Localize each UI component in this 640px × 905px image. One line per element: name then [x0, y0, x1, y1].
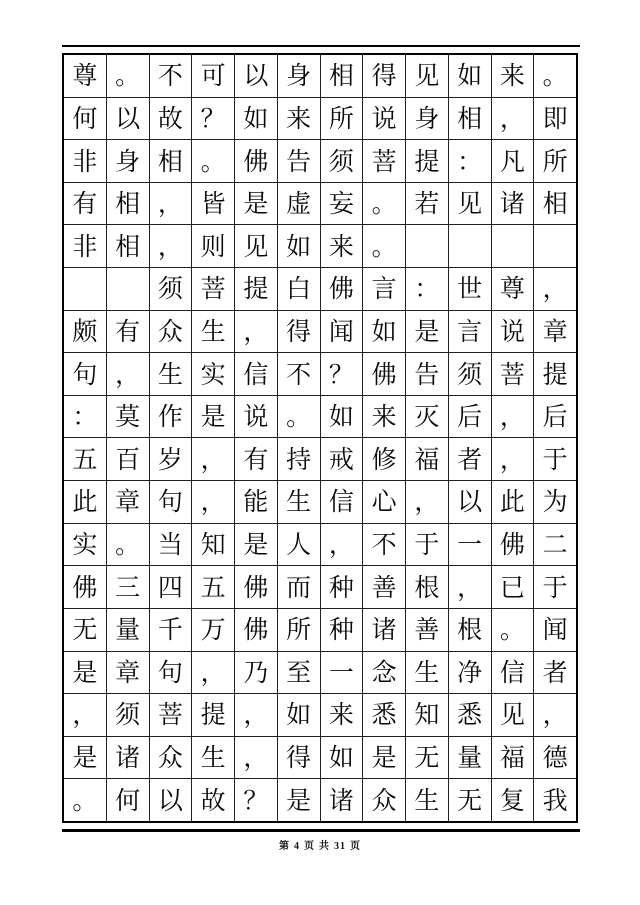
grid-cell: 来 — [321, 694, 364, 736]
grid-cell: 生 — [406, 652, 449, 694]
grid-cell: 不 — [150, 55, 193, 97]
grid-cell: ， — [492, 98, 535, 140]
grid-cell: 如 — [363, 311, 406, 353]
grid-cell: 如 — [321, 396, 364, 438]
grid-cell-empty — [449, 225, 492, 267]
grid-cell: 何 — [64, 98, 107, 140]
grid-cell: 有 — [107, 311, 150, 353]
grid-cell: 而 — [278, 566, 321, 608]
grid-row-14 — [64, 609, 576, 652]
grid-cell: 即 — [542, 103, 568, 133]
grid-cell: 有 — [64, 183, 107, 225]
grid-cell: 句 — [150, 481, 193, 523]
grid-cell: 众 — [363, 779, 406, 821]
grid-cell: 颇 — [64, 311, 107, 353]
bottom-rule — [62, 829, 580, 832]
grid-cell: 悉 — [363, 694, 406, 736]
grid-cell: ， — [235, 694, 278, 736]
grid-cell: 实 — [64, 524, 107, 566]
grid-cell: ， — [150, 225, 193, 267]
grid-cell: 菩 — [192, 268, 235, 310]
grid-cell: 善 — [363, 566, 406, 608]
grid-cell: 以 — [107, 98, 150, 140]
grid-cell: ， — [235, 737, 278, 779]
grid-cell: 。 — [363, 183, 406, 225]
grid-cell: 德 — [542, 743, 568, 773]
grid-cell: 于 — [542, 572, 568, 602]
grid-cell: 须 — [150, 268, 193, 310]
grid-cell: 闻 — [321, 311, 364, 353]
grid-cell: 白 — [278, 268, 321, 310]
grid-cell: 福 — [492, 737, 535, 779]
grid-cell: 佛 — [235, 609, 278, 651]
grid-cell: 福 — [406, 438, 449, 480]
grid-cell: 当 — [150, 524, 193, 566]
grid-cell: 须 — [449, 353, 492, 395]
grid-cell: 作 — [150, 396, 193, 438]
grid-cell: 如 — [321, 737, 364, 779]
grid-cell: 是 — [64, 652, 107, 694]
grid-cell: 生 — [150, 353, 193, 395]
grid-cell: 若 — [406, 183, 449, 225]
grid-cell: 。 — [278, 396, 321, 438]
grid-cell: ， — [321, 524, 364, 566]
grid-cell: ， — [406, 481, 449, 523]
grid-cell: 人 — [278, 524, 321, 566]
grid-cell: 生 — [192, 311, 235, 353]
grid-cell: ？ — [192, 98, 235, 140]
top-rule — [62, 45, 580, 47]
grid-cell: ， — [150, 183, 193, 225]
grid-cell: 知 — [192, 524, 235, 566]
grid-cell: 生 — [278, 481, 321, 523]
grid-cell: 闻 — [542, 615, 568, 645]
grid-cell-empty — [64, 268, 107, 310]
grid-cell: 二 — [542, 530, 568, 559]
grid-cell: 此 — [64, 481, 107, 523]
grid-cell: 我 — [542, 785, 568, 815]
grid-cell: 佛 — [321, 268, 364, 310]
grid-cell: 得 — [278, 311, 321, 353]
grid-cell: 尊 — [492, 268, 535, 310]
grid-cell: 句 — [150, 652, 193, 694]
grid-cell: ， — [235, 311, 278, 353]
grid-row-10 — [64, 438, 576, 481]
grid-cell: 皆 — [192, 183, 235, 225]
grid-cell: 菩 — [492, 353, 535, 395]
grid-cell: 知 — [406, 694, 449, 736]
grid-cell: 。 — [542, 61, 568, 91]
grid-cell: 如 — [449, 55, 492, 97]
grid-cell: 莫 — [107, 396, 150, 438]
grid-cell: 至 — [278, 652, 321, 694]
grid-cell: 佛 — [492, 524, 535, 566]
grid-cell: ？ — [321, 353, 364, 395]
grid-cell: 不 — [278, 353, 321, 395]
grid-cell: 灭 — [406, 396, 449, 438]
grid-cell: 须 — [321, 140, 364, 182]
grid-row-7 — [64, 311, 576, 354]
grid-cell: ， — [449, 566, 492, 608]
grid-cell: 告 — [278, 140, 321, 182]
grid-cell: 来 — [278, 98, 321, 140]
grid-cell: 已 — [492, 566, 535, 608]
grid-cell: 凡 — [492, 140, 535, 182]
grid-cell: 诸 — [363, 609, 406, 651]
grid-cell: 信 — [492, 652, 535, 694]
grid-cell: 提 — [235, 268, 278, 310]
grid-row-2 — [64, 98, 576, 141]
grid-cell: 须 — [107, 694, 150, 736]
grid-cell: 者 — [542, 657, 568, 687]
grid-cell: 言 — [449, 311, 492, 353]
grid-cell: 所 — [542, 146, 568, 176]
grid-cell: 见 — [235, 225, 278, 267]
grid-cell: 故 — [150, 98, 193, 140]
grid-cell: 何 — [107, 779, 150, 821]
grid-cell: 见 — [492, 694, 535, 736]
grid-cell: 佛 — [235, 140, 278, 182]
grid-cell-empty — [107, 268, 150, 310]
grid-row-3 — [64, 140, 576, 183]
grid-cell-empty — [492, 225, 535, 267]
grid-cell: 是 — [406, 311, 449, 353]
grid-cell: 一 — [321, 652, 364, 694]
grid-cell: 提 — [406, 140, 449, 182]
grid-row-11 — [64, 481, 576, 524]
grid-cell: 佛 — [64, 566, 107, 608]
grid-cell: 。 — [192, 140, 235, 182]
grid-cell: 故 — [192, 779, 235, 821]
grid-cell: 信 — [235, 353, 278, 395]
grid-cell: 此 — [492, 481, 535, 523]
grid-cell: 复 — [492, 779, 535, 821]
grid-cell: 言 — [363, 268, 406, 310]
grid-cell: 是 — [64, 737, 107, 779]
footer-total-word: 共 — [319, 841, 330, 852]
grid-cell: 相 — [449, 98, 492, 140]
grid-cell: 是 — [192, 396, 235, 438]
grid-row-13 — [64, 566, 576, 609]
grid-cell-empty — [534, 225, 576, 267]
grid-cell: 于 — [406, 524, 449, 566]
grid-cell: 乃 — [235, 652, 278, 694]
grid-cell: 众 — [150, 737, 193, 779]
grid-cell: 种 — [321, 566, 364, 608]
grid-cell: 五 — [64, 438, 107, 480]
grid-row-5 — [64, 225, 576, 268]
grid-cell: ， — [107, 353, 150, 395]
grid-cell: 说 — [363, 98, 406, 140]
grid-row-15 — [64, 652, 576, 695]
footer-prefix: 第 — [279, 841, 290, 852]
grid-row-16 — [64, 694, 576, 737]
grid-cell: 根 — [449, 609, 492, 651]
grid-cell: 岁 — [150, 438, 193, 480]
grid-cell: 诸 — [107, 737, 150, 779]
grid-row-18 — [64, 779, 576, 821]
grid-cell: 无 — [449, 779, 492, 821]
footer-page-word: 页 — [304, 841, 315, 852]
grid-cell: 。 — [363, 225, 406, 267]
grid-cell: 来 — [363, 396, 406, 438]
grid-cell: 如 — [278, 694, 321, 736]
grid-cell: 说 — [235, 396, 278, 438]
grid-cell: ， — [192, 481, 235, 523]
footer-suffix: 页 — [350, 841, 361, 852]
grid-cell: 无 — [406, 737, 449, 779]
grid-cell: 相 — [150, 140, 193, 182]
grid-cell: 善 — [406, 609, 449, 651]
grid-cell: ， — [492, 438, 535, 480]
grid-cell: 持 — [278, 438, 321, 480]
grid-row-17 — [64, 737, 576, 780]
grid-cell: 信 — [321, 481, 364, 523]
grid-cell: 以 — [235, 55, 278, 97]
grid-cell: 世 — [449, 268, 492, 310]
grid-cell: 告 — [406, 353, 449, 395]
grid-cell: 诸 — [492, 183, 535, 225]
grid-cell: 佛 — [235, 566, 278, 608]
grid-cell: 不 — [363, 524, 406, 566]
grid-cell: 章 — [107, 481, 150, 523]
grid-cell: 量 — [107, 609, 150, 651]
grid-cell: 能 — [235, 481, 278, 523]
grid-cell: ， — [542, 700, 568, 730]
grid-cell: 相 — [321, 55, 364, 97]
grid-row-4 — [64, 183, 576, 226]
grid-cell: 有 — [235, 438, 278, 480]
grid-cell: 生 — [192, 737, 235, 779]
grid-cell: 修 — [363, 438, 406, 480]
grid-cell: 如 — [278, 225, 321, 267]
grid-cell: 。 — [492, 609, 535, 651]
grid-cell: 实 — [192, 353, 235, 395]
grid-cell: 者 — [449, 438, 492, 480]
grid-cell: 身 — [107, 140, 150, 182]
grid-cell: 身 — [406, 98, 449, 140]
grid-cell: 非 — [64, 225, 107, 267]
grid-cell: 生 — [406, 779, 449, 821]
grid-cell: ， — [64, 694, 107, 736]
grid-cell: 三 — [107, 566, 150, 608]
grid-cell: 如 — [235, 98, 278, 140]
grid-cell: 句 — [64, 353, 107, 395]
grid-row-12 — [64, 524, 576, 567]
grid-cell: 是 — [363, 737, 406, 779]
grid-cell: 万 — [192, 609, 235, 651]
grid-cell: 章 — [107, 652, 150, 694]
grid-cell: 可 — [192, 55, 235, 97]
grid-cell: 提 — [542, 359, 568, 389]
grid-cell: 众 — [150, 311, 193, 353]
grid-cell: 相 — [542, 189, 568, 219]
grid-row-1 — [64, 55, 576, 98]
grid-cell: 念 — [363, 652, 406, 694]
character-grid — [62, 53, 578, 823]
grid-cell: ？ — [235, 779, 278, 821]
grid-cell: 非 — [64, 140, 107, 182]
grid-cell: 身 — [278, 55, 321, 97]
grid-cell: 四 — [150, 566, 193, 608]
grid-cell: 于 — [542, 444, 568, 474]
total-pages-number: 31 — [334, 841, 346, 852]
grid-cell: 千 — [150, 609, 193, 651]
page-footer — [0, 837, 640, 852]
grid-cell: 见 — [449, 183, 492, 225]
grid-cell: 心 — [363, 481, 406, 523]
grid-cell: 是 — [235, 183, 278, 225]
grid-cell: 菩 — [150, 694, 193, 736]
grid-cell-empty — [406, 225, 449, 267]
grid-cell: 悉 — [449, 694, 492, 736]
grid-cell: ， — [192, 652, 235, 694]
grid-cell: 是 — [278, 779, 321, 821]
grid-cell: 。 — [64, 779, 107, 821]
grid-cell: ， — [192, 438, 235, 480]
grid-cell: 戒 — [321, 438, 364, 480]
grid-cell: 为 — [542, 487, 568, 517]
grid-cell: 净 — [449, 652, 492, 694]
grid-cell: ， — [542, 274, 568, 304]
grid-cell: 虚 — [278, 183, 321, 225]
grid-cell: 后 — [542, 402, 568, 432]
grid-cell: 见 — [406, 55, 449, 97]
grid-cell: 来 — [492, 55, 535, 97]
grid-cell: 则 — [192, 225, 235, 267]
grid-cell: 百 — [107, 438, 150, 480]
grid-cell: 说 — [492, 311, 535, 353]
current-page-number: 4 — [294, 841, 300, 852]
grid-cell: 根 — [406, 566, 449, 608]
grid-row-9 — [64, 396, 576, 439]
grid-cell: 尊 — [64, 55, 107, 97]
grid-cell: 。 — [107, 55, 150, 97]
grid-cell: 。 — [107, 524, 150, 566]
grid-cell: 诸 — [321, 779, 364, 821]
grid-cell: 提 — [192, 694, 235, 736]
grid-cell: 量 — [449, 737, 492, 779]
grid-cell: 所 — [321, 98, 364, 140]
grid-row-8 — [64, 353, 576, 396]
grid-row-6 — [64, 268, 576, 311]
grid-cell: 五 — [192, 566, 235, 608]
grid-cell: ： — [406, 268, 449, 310]
grid-cell: 无 — [64, 609, 107, 651]
grid-cell: 相 — [107, 225, 150, 267]
grid-cell: 得 — [363, 55, 406, 97]
grid-cell: 以 — [449, 481, 492, 523]
grid-cell: 章 — [542, 316, 568, 346]
grid-cell: 佛 — [363, 353, 406, 395]
grid-cell: 后 — [449, 396, 492, 438]
grid-cell: ， — [492, 396, 535, 438]
grid-cell: 一 — [449, 524, 492, 566]
grid-cell: 妄 — [321, 183, 364, 225]
grid-cell: ： — [64, 396, 107, 438]
grid-cell: 相 — [107, 183, 150, 225]
grid-cell: ： — [449, 140, 492, 182]
grid-cell: 菩 — [363, 140, 406, 182]
grid-cell: 以 — [150, 779, 193, 821]
grid-cell: 是 — [235, 524, 278, 566]
grid-cell: 来 — [321, 225, 364, 267]
grid-cell: 所 — [278, 609, 321, 651]
grid-cell: 得 — [278, 737, 321, 779]
grid-cell: 种 — [321, 609, 364, 651]
